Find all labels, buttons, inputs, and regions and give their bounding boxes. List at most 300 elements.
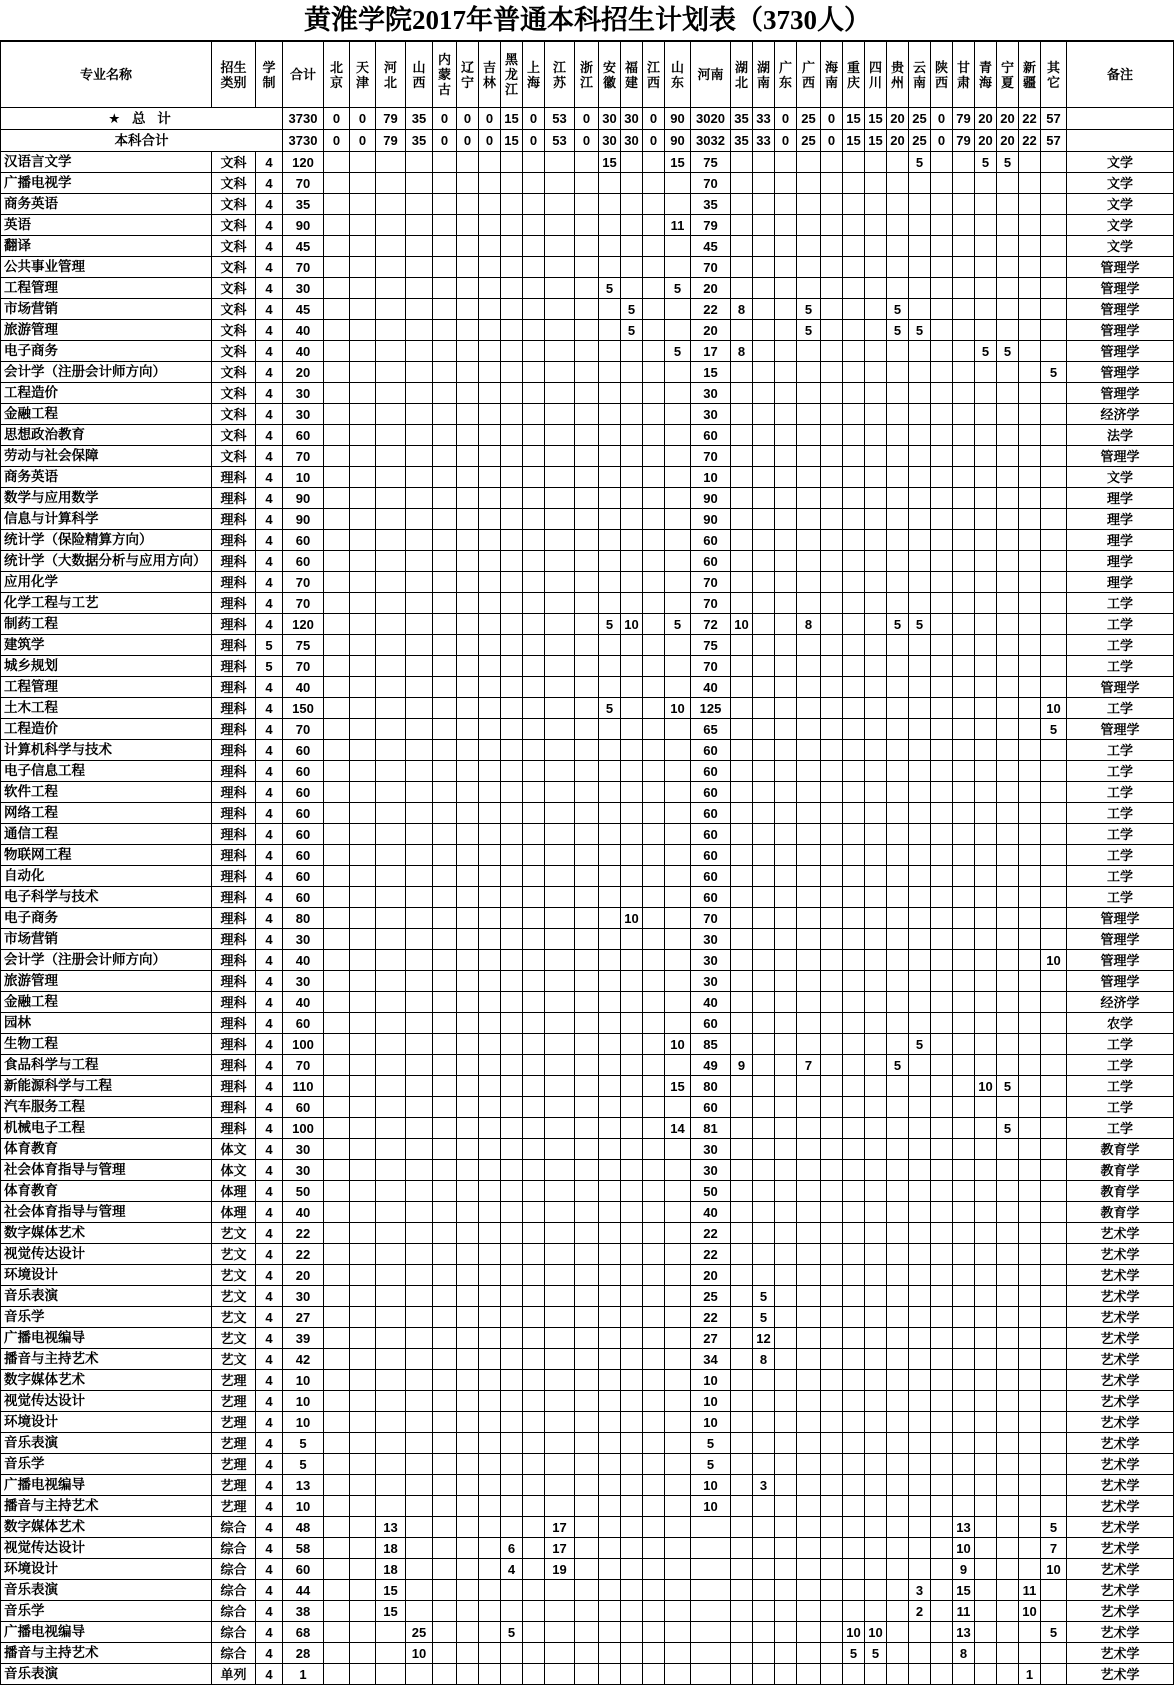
province-quota bbox=[457, 824, 479, 845]
province-quota bbox=[975, 551, 997, 572]
province-quota bbox=[479, 1118, 501, 1139]
province-quota bbox=[797, 929, 821, 950]
total-quota: 70 bbox=[283, 719, 324, 740]
province-quota bbox=[821, 446, 843, 467]
province-quota bbox=[575, 1286, 599, 1307]
province-quota bbox=[775, 467, 797, 488]
province-quota bbox=[931, 1286, 953, 1307]
province-quota: 3 bbox=[753, 1475, 775, 1496]
province-quota bbox=[887, 257, 909, 278]
province-quota: 22 bbox=[1019, 108, 1041, 130]
province-quota bbox=[643, 194, 665, 215]
province-quota bbox=[843, 1391, 865, 1412]
province-quota bbox=[545, 1118, 575, 1139]
province-quota bbox=[457, 1475, 479, 1496]
province-quota bbox=[433, 1433, 457, 1454]
province-quota bbox=[457, 236, 479, 257]
province-quota bbox=[821, 1202, 843, 1223]
province-quota: 70 bbox=[691, 173, 731, 194]
province-quota bbox=[1041, 383, 1067, 404]
province-quota bbox=[909, 677, 931, 698]
province-quota bbox=[1019, 950, 1041, 971]
province-quota bbox=[731, 1496, 753, 1517]
province-quota bbox=[843, 530, 865, 551]
province-quota bbox=[691, 1580, 731, 1601]
province-quota bbox=[376, 236, 406, 257]
province-quota bbox=[1041, 530, 1067, 551]
province-quota: 79 bbox=[376, 108, 406, 130]
province-quota bbox=[797, 1475, 821, 1496]
province-quota bbox=[865, 803, 887, 824]
province-quota bbox=[457, 1202, 479, 1223]
province-quota bbox=[523, 950, 545, 971]
province-quota bbox=[731, 1139, 753, 1160]
province-quota bbox=[376, 656, 406, 677]
province-quota bbox=[350, 152, 376, 173]
province-quota bbox=[324, 1349, 350, 1370]
province-quota bbox=[997, 1391, 1019, 1412]
province-quota bbox=[887, 950, 909, 971]
province-quota bbox=[643, 1160, 665, 1181]
province-quota bbox=[350, 509, 376, 530]
province-quota bbox=[643, 1055, 665, 1076]
province-quota bbox=[909, 1622, 931, 1643]
remark-cell: 农学 bbox=[1067, 1013, 1174, 1034]
province-quota bbox=[406, 1034, 433, 1055]
province-quota bbox=[324, 572, 350, 593]
province-quota bbox=[953, 173, 975, 194]
province-quota bbox=[643, 215, 665, 236]
province-quota bbox=[406, 1601, 433, 1622]
province-quota bbox=[997, 1097, 1019, 1118]
province-quota: 10 bbox=[665, 698, 691, 719]
province-quota bbox=[843, 404, 865, 425]
province-quota bbox=[821, 299, 843, 320]
province-quota bbox=[599, 1496, 621, 1517]
province-quota bbox=[1019, 1076, 1041, 1097]
header-province bbox=[433, 42, 457, 108]
major-name: 商务英语 bbox=[1, 194, 212, 215]
province-quota bbox=[457, 1412, 479, 1433]
province-quota bbox=[575, 257, 599, 278]
province-quota bbox=[643, 173, 665, 194]
province-quota bbox=[821, 1475, 843, 1496]
province-quota bbox=[575, 866, 599, 887]
province-quota bbox=[975, 383, 997, 404]
province-quota bbox=[406, 761, 433, 782]
province-quota bbox=[731, 320, 753, 341]
province-quota bbox=[479, 1580, 501, 1601]
province-quota bbox=[1041, 761, 1067, 782]
enrollment-category: 理科 bbox=[212, 719, 256, 740]
province-quota bbox=[599, 761, 621, 782]
province-quota bbox=[599, 509, 621, 530]
province-quota bbox=[1019, 635, 1041, 656]
province-quota bbox=[523, 1643, 545, 1664]
province-quota bbox=[501, 698, 523, 719]
province-quota bbox=[457, 803, 479, 824]
province-quota bbox=[1019, 1559, 1041, 1580]
province-quota bbox=[324, 593, 350, 614]
major-name: 城乡规划 bbox=[1, 656, 212, 677]
province-quota bbox=[501, 782, 523, 803]
province-quota bbox=[501, 467, 523, 488]
province-quota bbox=[324, 1265, 350, 1286]
province-quota bbox=[1041, 1055, 1067, 1076]
province-quota bbox=[731, 1202, 753, 1223]
province-quota bbox=[775, 551, 797, 572]
remark-cell: 工学 bbox=[1067, 698, 1174, 719]
study-years: 4 bbox=[256, 173, 283, 194]
province-quota bbox=[457, 1265, 479, 1286]
province-quota bbox=[575, 1328, 599, 1349]
major-name: 金融工程 bbox=[1, 404, 212, 425]
remark-cell: 管理学 bbox=[1067, 362, 1174, 383]
province-quota bbox=[865, 593, 887, 614]
province-quota bbox=[865, 677, 887, 698]
province-quota bbox=[457, 530, 479, 551]
province-quota bbox=[433, 971, 457, 992]
total-quota: 90 bbox=[283, 488, 324, 509]
province-quota bbox=[909, 1307, 931, 1328]
province-quota bbox=[433, 929, 457, 950]
province-quota: 15 bbox=[953, 1580, 975, 1601]
province-quota bbox=[575, 341, 599, 362]
total-quota: 39 bbox=[283, 1328, 324, 1349]
province-quota bbox=[643, 845, 665, 866]
major-name: 化学工程与工艺 bbox=[1, 593, 212, 614]
province-quota bbox=[843, 761, 865, 782]
enrollment-category: 理科 bbox=[212, 698, 256, 719]
province-quota: 14 bbox=[665, 1118, 691, 1139]
province-quota bbox=[501, 845, 523, 866]
major-name: 音乐表演 bbox=[1, 1286, 212, 1307]
province-quota: 1 bbox=[1019, 1664, 1041, 1685]
province-quota bbox=[953, 740, 975, 761]
province-quota bbox=[909, 866, 931, 887]
province-quota bbox=[909, 1559, 931, 1580]
province-quota bbox=[643, 1139, 665, 1160]
province-quota: 80 bbox=[691, 1076, 731, 1097]
province-quota bbox=[433, 1475, 457, 1496]
province-quota bbox=[350, 1265, 376, 1286]
province-quota bbox=[406, 278, 433, 299]
study-years: 4 bbox=[256, 1454, 283, 1475]
province-quota bbox=[753, 1370, 775, 1391]
province-quota bbox=[997, 1601, 1019, 1622]
province-quota bbox=[599, 1622, 621, 1643]
province-quota bbox=[865, 1118, 887, 1139]
province-quota bbox=[575, 782, 599, 803]
province-quota bbox=[575, 299, 599, 320]
province-quota bbox=[599, 194, 621, 215]
province-quota bbox=[457, 887, 479, 908]
province-quota bbox=[797, 887, 821, 908]
province-quota bbox=[665, 1139, 691, 1160]
province-quota bbox=[457, 404, 479, 425]
province-quota bbox=[953, 803, 975, 824]
province-quota: 5 bbox=[1041, 719, 1067, 740]
province-quota: 60 bbox=[691, 866, 731, 887]
province-quota bbox=[376, 320, 406, 341]
province-quota: 20 bbox=[691, 278, 731, 299]
study-years: 4 bbox=[256, 887, 283, 908]
remark-cell: 艺术学 bbox=[1067, 1307, 1174, 1328]
major-name: 音乐表演 bbox=[1, 1664, 212, 1685]
province-quota: 5 bbox=[909, 320, 931, 341]
province-quota bbox=[406, 1349, 433, 1370]
header-province-label: 云南 bbox=[913, 59, 927, 90]
province-quota bbox=[931, 1643, 953, 1664]
province-quota bbox=[350, 1580, 376, 1601]
province-quota bbox=[665, 929, 691, 950]
province-quota bbox=[821, 698, 843, 719]
province-quota bbox=[753, 572, 775, 593]
province-quota bbox=[1041, 824, 1067, 845]
province-quota bbox=[643, 971, 665, 992]
province-quota: 30 bbox=[691, 1139, 731, 1160]
province-quota bbox=[621, 1370, 643, 1391]
remark-cell: 工学 bbox=[1067, 1097, 1174, 1118]
province-quota bbox=[643, 719, 665, 740]
province-quota bbox=[753, 278, 775, 299]
study-years: 4 bbox=[256, 1160, 283, 1181]
province-quota bbox=[457, 614, 479, 635]
province-quota bbox=[953, 299, 975, 320]
province-quota bbox=[865, 1580, 887, 1601]
header-province bbox=[887, 42, 909, 108]
province-quota bbox=[753, 1013, 775, 1034]
province-quota bbox=[599, 1244, 621, 1265]
province-quota bbox=[865, 1139, 887, 1160]
province-quota bbox=[821, 1349, 843, 1370]
province-quota bbox=[1041, 887, 1067, 908]
remark-cell: 艺术学 bbox=[1067, 1538, 1174, 1559]
province-quota bbox=[406, 1286, 433, 1307]
province-quota bbox=[621, 1055, 643, 1076]
province-quota bbox=[643, 1349, 665, 1370]
province-quota bbox=[843, 341, 865, 362]
remark-cell: 工学 bbox=[1067, 1076, 1174, 1097]
province-quota bbox=[324, 1244, 350, 1265]
total-quota: 70 bbox=[283, 173, 324, 194]
province-quota bbox=[406, 1664, 433, 1685]
province-quota bbox=[1019, 908, 1041, 929]
enrollment-category: 艺文 bbox=[212, 1307, 256, 1328]
province-quota bbox=[753, 719, 775, 740]
enrollment-category: 艺文 bbox=[212, 1223, 256, 1244]
province-quota bbox=[545, 320, 575, 341]
province-quota: 30 bbox=[691, 404, 731, 425]
province-quota bbox=[731, 1433, 753, 1454]
province-quota bbox=[545, 215, 575, 236]
province-quota bbox=[975, 1160, 997, 1181]
province-quota: 20 bbox=[997, 130, 1019, 152]
province-quota bbox=[843, 1202, 865, 1223]
total-quota: 120 bbox=[283, 152, 324, 173]
province-quota bbox=[953, 404, 975, 425]
province-quota bbox=[997, 362, 1019, 383]
province-quota: 5 bbox=[975, 341, 997, 362]
remark-cell: 管理学 bbox=[1067, 950, 1174, 971]
enrollment-category: 理科 bbox=[212, 467, 256, 488]
province-quota bbox=[843, 278, 865, 299]
province-quota bbox=[753, 1055, 775, 1076]
total-quota: 60 bbox=[283, 425, 324, 446]
total-quota: 3730 bbox=[283, 108, 324, 130]
province-quota: 20 bbox=[691, 1265, 731, 1286]
province-quota bbox=[621, 194, 643, 215]
province-quota bbox=[1041, 845, 1067, 866]
enrollment-category: 文科 bbox=[212, 320, 256, 341]
province-quota bbox=[865, 1244, 887, 1265]
study-years: 4 bbox=[256, 1223, 283, 1244]
enrollment-category: 艺理 bbox=[212, 1454, 256, 1475]
province-quota bbox=[931, 593, 953, 614]
province-quota bbox=[797, 1517, 821, 1538]
province-quota bbox=[865, 152, 887, 173]
province-quota bbox=[433, 467, 457, 488]
province-quota bbox=[575, 488, 599, 509]
province-quota bbox=[324, 887, 350, 908]
province-quota bbox=[843, 1349, 865, 1370]
province-quota bbox=[843, 782, 865, 803]
province-quota bbox=[350, 467, 376, 488]
province-quota bbox=[523, 1580, 545, 1601]
header-province bbox=[457, 42, 479, 108]
province-quota bbox=[843, 1181, 865, 1202]
province-quota bbox=[324, 1034, 350, 1055]
province-quota bbox=[501, 1265, 523, 1286]
study-years: 4 bbox=[256, 866, 283, 887]
province-quota bbox=[324, 1118, 350, 1139]
province-quota bbox=[376, 614, 406, 635]
study-years: 4 bbox=[256, 320, 283, 341]
province-quota bbox=[643, 1328, 665, 1349]
province-quota bbox=[599, 1559, 621, 1580]
province-quota bbox=[865, 1517, 887, 1538]
province-quota bbox=[324, 908, 350, 929]
province-quota bbox=[753, 1496, 775, 1517]
province-quota bbox=[1041, 173, 1067, 194]
province-quota bbox=[350, 1370, 376, 1391]
province-quota bbox=[731, 803, 753, 824]
remark-cell: 工学 bbox=[1067, 614, 1174, 635]
province-quota bbox=[997, 929, 1019, 950]
province-quota bbox=[457, 1496, 479, 1517]
province-quota bbox=[797, 1622, 821, 1643]
province-quota bbox=[865, 908, 887, 929]
province-quota bbox=[753, 950, 775, 971]
province-quota bbox=[775, 152, 797, 173]
province-quota bbox=[997, 1538, 1019, 1559]
province-quota bbox=[821, 1391, 843, 1412]
province-quota bbox=[821, 1118, 843, 1139]
province-quota: 79 bbox=[691, 215, 731, 236]
province-quota: 125 bbox=[691, 698, 731, 719]
province-quota bbox=[433, 803, 457, 824]
province-quota bbox=[731, 173, 753, 194]
plan-table bbox=[0, 40, 1174, 1685]
province-quota bbox=[406, 467, 433, 488]
province-quota bbox=[1041, 740, 1067, 761]
province-quota bbox=[376, 341, 406, 362]
province-quota bbox=[1019, 845, 1041, 866]
total-quota: 40 bbox=[283, 341, 324, 362]
province-quota bbox=[376, 404, 406, 425]
province-quota bbox=[376, 1118, 406, 1139]
province-quota bbox=[545, 929, 575, 950]
province-quota bbox=[545, 1286, 575, 1307]
province-quota bbox=[621, 1517, 643, 1538]
province-quota bbox=[931, 551, 953, 572]
province-quota bbox=[931, 1076, 953, 1097]
province-quota bbox=[797, 362, 821, 383]
major-name: 物联网工程 bbox=[1, 845, 212, 866]
province-quota bbox=[433, 257, 457, 278]
province-quota bbox=[501, 1349, 523, 1370]
province-quota bbox=[621, 971, 643, 992]
remark-cell: 艺术学 bbox=[1067, 1244, 1174, 1265]
remark-cell: 工学 bbox=[1067, 761, 1174, 782]
province-quota bbox=[1019, 1370, 1041, 1391]
province-quota bbox=[324, 446, 350, 467]
province-quota bbox=[575, 1307, 599, 1328]
total-quota: 50 bbox=[283, 1181, 324, 1202]
province-quota bbox=[931, 383, 953, 404]
province-quota: 10 bbox=[731, 614, 753, 635]
province-quota: 35 bbox=[731, 108, 753, 130]
province-quota bbox=[865, 1391, 887, 1412]
province-quota bbox=[753, 509, 775, 530]
province-quota bbox=[599, 1475, 621, 1496]
remark-cell: 管理学 bbox=[1067, 719, 1174, 740]
province-quota bbox=[665, 845, 691, 866]
province-quota bbox=[843, 383, 865, 404]
province-quota bbox=[953, 1496, 975, 1517]
province-quota: 30 bbox=[691, 971, 731, 992]
province-quota bbox=[1019, 383, 1041, 404]
study-years: 4 bbox=[256, 1412, 283, 1433]
province-quota bbox=[753, 971, 775, 992]
province-quota bbox=[643, 341, 665, 362]
province-quota bbox=[501, 1454, 523, 1475]
province-quota bbox=[523, 1244, 545, 1265]
province-quota bbox=[909, 1244, 931, 1265]
province-quota bbox=[997, 1496, 1019, 1517]
province-quota bbox=[975, 971, 997, 992]
province-quota bbox=[457, 1181, 479, 1202]
province-quota: 0 bbox=[643, 108, 665, 130]
province-quota bbox=[643, 803, 665, 824]
province-quota bbox=[479, 1664, 501, 1685]
remark-cell: 理学 bbox=[1067, 530, 1174, 551]
province-quota bbox=[909, 1055, 931, 1076]
province-quota: 60 bbox=[691, 740, 731, 761]
major-name: 体育教育 bbox=[1, 1181, 212, 1202]
province-quota bbox=[865, 1538, 887, 1559]
province-quota: 5 bbox=[1041, 362, 1067, 383]
province-quota bbox=[1019, 1454, 1041, 1475]
province-quota bbox=[350, 1517, 376, 1538]
province-quota bbox=[575, 320, 599, 341]
province-quota bbox=[376, 929, 406, 950]
province-quota bbox=[975, 467, 997, 488]
province-quota bbox=[865, 320, 887, 341]
province-quota bbox=[599, 1223, 621, 1244]
province-quota bbox=[643, 257, 665, 278]
province-quota bbox=[997, 992, 1019, 1013]
